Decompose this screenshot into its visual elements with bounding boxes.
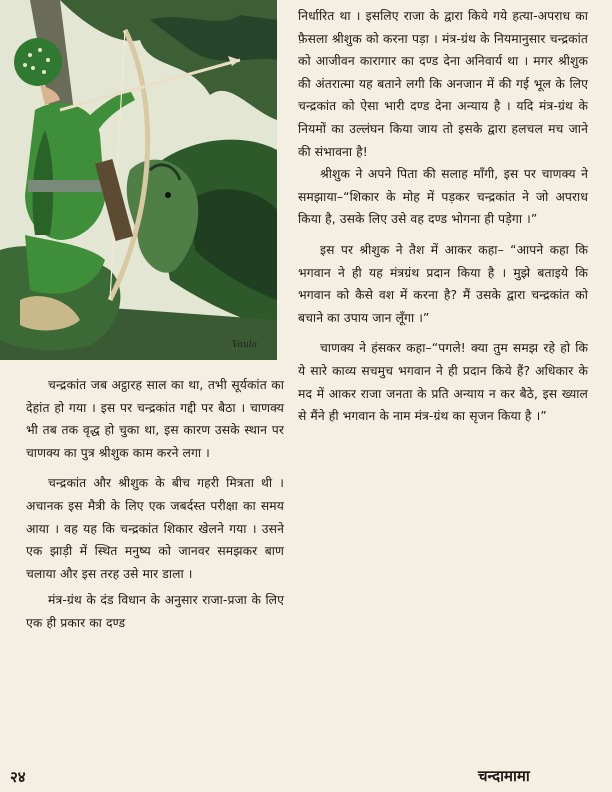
paragraph: चाणक्य ने हंसकर कहा–“पगले! क्या तुम समझ रहे हो कि ये सारे काव्य सचमुच भगवान ने ही प्रदान किये हैं? अधिकार के मद में आकर राजा जनता के प्रति अन्याय न कर बैठे, इस ख्याल से मैंने ही भगवान के नाम मंत्र-ग्रंथ का सृजन किया है ।”	[298, 341, 588, 424]
artist-signature: Vaula	[232, 340, 258, 350]
paragraph: निर्धारित था । इसलिए राजा के द्वारा किये गये हत्या-अपराध का फ़ैसला श्रीशुक को करना पड़ा । मंत्र-ग्रंथ के नियमानुसार चन्द्रकांत को आजीवन कारागार का दण्ड देना अनिवार्य था । मगर श्रीशुक की अंतरात्मा यह बताने लगी कि अनजान में की गई भूल के लिए चन्द्रकांत को ऐसा भारी दण्ड देना अन्याय है । यदि मंत्र-ग्रंथ के नियमों का उल्लंघन किया जाय तो इसके द्वारा हलचल मच जाने की संभावना है!	[298, 9, 588, 159]
paragraph: चन्द्रकांत और श्रीशुक के बीच गहरी मित्रता थी । अचानक इस मैत्री के लिए एक जबर्दस्त परीक्षा का समय आया । वह यह कि चन्द्रकांत शिकार खेलने गया । उसने एक झाड़ी में स्थित मनुष्य को जानवर समझकर बाण चलाया और इस तरह उसे मार डाला ।	[26, 476, 284, 581]
paragraph: मंत्र-ग्रंथ के दंड विधान के अनुसार राजा-प्रजा के लिए एक ही प्रकार का दण्ड	[26, 593, 284, 630]
hunting-illustration	[0, 0, 277, 360]
page-number: २४	[10, 768, 26, 786]
paragraph: चन्द्रकांत जब अट्ठारह साल का था, तभी सूर्यकांत का देहांत हो गया । इस पर चन्द्रकांत गद्दी पर बैठा । चाणक्य भी तब तक वृद्ध हो चुका था, इस कारण उसके स्थान पर चाणक्य का पुत्र श्रीशुक काम करने लगा ।	[26, 378, 284, 460]
illustration-drawing	[0, 0, 277, 360]
paragraph: इस पर श्रीशुक ने तैश में आकर कहा– “आपने कहा कि भगवान ने ही यह मंत्रग्रंथ प्रदान किया है । मुझे बताइये कि भगवान को कैसे वश में करना है? मैं उसके द्वारा चन्द्रकांत को बचाने का उपाय जान लूँगा ।”	[298, 242, 588, 325]
right-text-column	[298, 5, 588, 428]
left-text-column	[26, 374, 284, 635]
paragraph: श्रीशुक ने अपने पिता की सलाह माँगी, इस पर चाणक्य ने समझाया–“शिकार के मोह में पड़कर चन्द्रकांत ने जो अपराध किया है, उसके लिए उसे वह दण्ड भोगना ही पड़ेगा ।”	[298, 167, 588, 227]
magazine-name: चन्दामामा	[478, 767, 530, 785]
